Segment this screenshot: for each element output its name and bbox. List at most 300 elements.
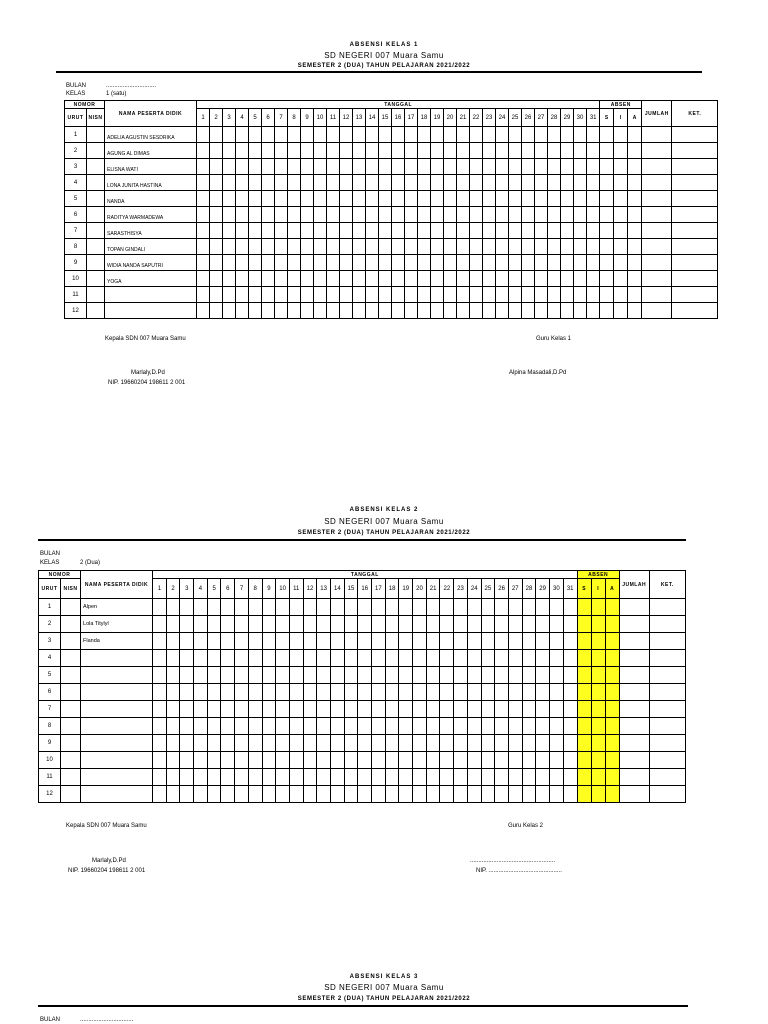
absen-cell (600, 223, 614, 239)
ket-cell (649, 650, 685, 667)
table-row (39, 599, 686, 616)
attendance-cell (262, 650, 276, 667)
attendance-cell (249, 223, 262, 239)
attendance-cell (536, 718, 550, 735)
attendance-cell (536, 701, 550, 718)
attendance-cell (301, 159, 314, 175)
attendance-cell (392, 303, 405, 319)
jumlah-cell (619, 616, 649, 633)
attendance-cell (358, 769, 372, 786)
row-number: 8 (65, 239, 87, 255)
attendance-cell (366, 287, 379, 303)
attendance-cell (153, 718, 167, 735)
attendance-cell (549, 599, 563, 616)
attendance-cell (289, 735, 303, 752)
attendance-cell (249, 175, 262, 191)
attendance-cell (426, 769, 440, 786)
ket-cell (672, 303, 718, 319)
header-tanggal: TANGGAL (197, 101, 600, 109)
attendance-cell (444, 223, 457, 239)
attendance-cell (330, 735, 344, 752)
attendance-cell (288, 159, 301, 175)
attendance-cell (405, 223, 418, 239)
attendance-cell (444, 287, 457, 303)
attendance-cell (317, 718, 331, 735)
attendance-cell (289, 633, 303, 650)
attendance-cell (330, 769, 344, 786)
attendance-cell (353, 207, 366, 223)
table-row (39, 701, 686, 718)
kelas1-bulan-value: .............................. (106, 83, 157, 89)
attendance-cell (236, 127, 249, 143)
attendance-cell (262, 735, 276, 752)
attendance-cell (467, 735, 481, 752)
absen-cell (605, 701, 619, 718)
kelas1-kelas-label: KELAS (66, 91, 86, 97)
attendance-cell (372, 616, 386, 633)
attendance-cell (399, 633, 413, 650)
attendance-cell (207, 599, 221, 616)
attendance-cell (262, 667, 276, 684)
row-number: 12 (39, 786, 61, 803)
attendance-cell (197, 287, 210, 303)
student-name (81, 667, 153, 684)
row-nisn (61, 735, 81, 752)
attendance-cell (197, 239, 210, 255)
header-day: 13 (317, 579, 331, 599)
header-day: 11 (327, 109, 340, 127)
attendance-cell (440, 616, 454, 633)
table-row (65, 207, 718, 223)
attendance-cell (288, 223, 301, 239)
kelas3-school: SD NEGERI 007 Muara Samu (324, 983, 444, 992)
attendance-cell (353, 143, 366, 159)
attendance-cell (262, 175, 275, 191)
attendance-cell (180, 633, 194, 650)
attendance-cell (522, 599, 536, 616)
header-day: 24 (496, 109, 509, 127)
table-row (39, 735, 686, 752)
attendance-cell (431, 207, 444, 223)
student-name (105, 303, 197, 319)
attendance-cell (248, 633, 262, 650)
attendance-cell (262, 143, 275, 159)
student-name (81, 786, 153, 803)
attendance-cell (536, 599, 550, 616)
attendance-cell (249, 143, 262, 159)
attendance-cell (344, 633, 358, 650)
header-ket: KET. (649, 571, 685, 599)
ket-cell (649, 616, 685, 633)
jumlah-cell (642, 127, 672, 143)
row-number: 7 (65, 223, 87, 239)
attendance-cell (221, 616, 235, 633)
header-day: 6 (262, 109, 275, 127)
attendance-cell (327, 271, 340, 287)
attendance-cell (276, 718, 290, 735)
attendance-cell (210, 175, 223, 191)
attendance-cell (587, 287, 600, 303)
attendance-cell (372, 633, 386, 650)
row-number: 6 (39, 684, 61, 701)
attendance-cell (454, 599, 468, 616)
row-number: 3 (39, 633, 61, 650)
attendance-cell (426, 684, 440, 701)
attendance-cell (275, 127, 288, 143)
attendance-cell (317, 667, 331, 684)
attendance-cell (495, 667, 509, 684)
attendance-cell (563, 684, 577, 701)
attendance-cell (549, 752, 563, 769)
attendance-cell (444, 159, 457, 175)
attendance-cell (405, 175, 418, 191)
attendance-cell (235, 650, 249, 667)
absen-cell (628, 271, 642, 287)
attendance-cell (548, 143, 561, 159)
attendance-cell (379, 127, 392, 143)
absen-cell (577, 718, 591, 735)
attendance-cell (248, 616, 262, 633)
attendance-cell (372, 769, 386, 786)
attendance-cell (276, 633, 290, 650)
jumlah-cell (642, 223, 672, 239)
attendance-cell (197, 223, 210, 239)
attendance-cell (353, 127, 366, 143)
header-absen-a: A (628, 109, 642, 127)
attendance-cell (221, 701, 235, 718)
attendance-cell (314, 239, 327, 255)
attendance-cell (495, 616, 509, 633)
attendance-cell (210, 287, 223, 303)
attendance-cell (366, 255, 379, 271)
attendance-cell (426, 718, 440, 735)
attendance-cell (317, 650, 331, 667)
row-nisn (87, 127, 105, 143)
absen-cell (628, 223, 642, 239)
attendance-cell (372, 701, 386, 718)
attendance-cell (303, 599, 317, 616)
attendance-cell (561, 191, 574, 207)
attendance-cell (223, 239, 236, 255)
table-row (65, 175, 718, 191)
attendance-cell (561, 175, 574, 191)
attendance-cell (249, 255, 262, 271)
header-absen-i: I (614, 109, 628, 127)
attendance-cell (249, 271, 262, 287)
attendance-cell (327, 159, 340, 175)
attendance-cell (194, 701, 208, 718)
row-number: 1 (39, 599, 61, 616)
attendance-cell (194, 718, 208, 735)
attendance-cell (197, 143, 210, 159)
attendance-cell (330, 616, 344, 633)
absen-cell (628, 175, 642, 191)
attendance-cell (535, 207, 548, 223)
attendance-cell (289, 684, 303, 701)
attendance-cell (236, 271, 249, 287)
attendance-cell (495, 752, 509, 769)
attendance-cell (358, 667, 372, 684)
attendance-cell (454, 667, 468, 684)
kelas2-rule (38, 539, 686, 541)
row-number: 2 (39, 616, 61, 633)
row-number: 9 (39, 735, 61, 752)
attendance-cell (508, 667, 522, 684)
attendance-cell (353, 303, 366, 319)
attendance-cell (379, 159, 392, 175)
header-absen-a: A (605, 579, 619, 599)
attendance-cell (248, 667, 262, 684)
attendance-cell (180, 786, 194, 803)
absen-cell (591, 633, 605, 650)
absen-cell (628, 303, 642, 319)
attendance-cell (509, 223, 522, 239)
kelas1-rule (56, 71, 702, 73)
attendance-cell (289, 752, 303, 769)
table-row (65, 159, 718, 175)
header-day: 3 (223, 109, 236, 127)
attendance-cell (340, 175, 353, 191)
header-day: 20 (413, 579, 427, 599)
ket-cell (672, 127, 718, 143)
attendance-cell (262, 159, 275, 175)
attendance-cell (413, 718, 427, 735)
attendance-cell (522, 223, 535, 239)
row-nisn (61, 752, 81, 769)
jumlah-cell (642, 143, 672, 159)
kelas2-sign-left-title: Kepala SDN 007 Muara Samu (66, 823, 147, 829)
header-nomor: NOMOR (65, 101, 105, 109)
attendance-cell (262, 239, 275, 255)
attendance-cell (236, 223, 249, 239)
attendance-cell (303, 718, 317, 735)
row-number: 4 (65, 175, 87, 191)
jumlah-cell (642, 175, 672, 191)
attendance-cell (444, 271, 457, 287)
attendance-cell (470, 207, 483, 223)
attendance-cell (314, 255, 327, 271)
header-absen-s: S (577, 579, 591, 599)
student-name: YOGA (105, 271, 197, 287)
attendance-cell (330, 718, 344, 735)
attendance-cell (249, 287, 262, 303)
student-name: NANDA (105, 191, 197, 207)
kelas2-bulan-label: BULAN (40, 551, 61, 557)
attendance-cell (426, 701, 440, 718)
header-day: 1 (197, 109, 210, 127)
attendance-cell (317, 701, 331, 718)
row-number: 7 (39, 701, 61, 718)
attendance-cell (587, 239, 600, 255)
attendance-cell (317, 786, 331, 803)
header-day: 22 (440, 579, 454, 599)
attendance-cell (262, 701, 276, 718)
attendance-cell (303, 667, 317, 684)
attendance-cell (327, 303, 340, 319)
attendance-cell (467, 684, 481, 701)
attendance-cell (262, 752, 276, 769)
attendance-cell (496, 175, 509, 191)
header-nama: NAMA PESERTA DIDIK (105, 101, 197, 127)
attendance-cell (457, 255, 470, 271)
attendance-cell (288, 175, 301, 191)
attendance-cell (262, 616, 276, 633)
attendance-cell (372, 786, 386, 803)
attendance-cell (457, 287, 470, 303)
attendance-cell (426, 786, 440, 803)
jumlah-cell (619, 769, 649, 786)
attendance-cell (522, 255, 535, 271)
attendance-cell (180, 701, 194, 718)
attendance-cell (358, 752, 372, 769)
attendance-cell (288, 127, 301, 143)
header-day: 22 (470, 109, 483, 127)
attendance-cell (467, 650, 481, 667)
attendance-cell (207, 735, 221, 752)
attendance-cell (379, 143, 392, 159)
attendance-cell (392, 175, 405, 191)
attendance-cell (392, 271, 405, 287)
absen-cell (600, 207, 614, 223)
kelas1-sign-left-name: Marlaly,D.Pd (131, 370, 165, 376)
attendance-cell (561, 303, 574, 319)
attendance-cell (418, 255, 431, 271)
attendance-cell (509, 207, 522, 223)
attendance-cell (385, 735, 399, 752)
attendance-cell (522, 752, 536, 769)
attendance-cell (399, 650, 413, 667)
attendance-cell (353, 239, 366, 255)
attendance-cell (522, 769, 536, 786)
attendance-cell (275, 159, 288, 175)
ket-cell (672, 271, 718, 287)
kelas2-sign-right-title: Guru Kelas 2 (508, 823, 544, 829)
attendance-cell (574, 143, 587, 159)
attendance-cell (314, 175, 327, 191)
attendance-cell (431, 271, 444, 287)
attendance-cell (481, 786, 495, 803)
attendance-cell (587, 255, 600, 271)
absen-cell (614, 271, 628, 287)
attendance-cell (327, 175, 340, 191)
attendance-cell (210, 207, 223, 223)
absen-cell (577, 752, 591, 769)
absen-cell (600, 287, 614, 303)
attendance-cell (344, 769, 358, 786)
attendance-cell (223, 159, 236, 175)
attendance-cell (457, 303, 470, 319)
attendance-cell (303, 616, 317, 633)
attendance-cell (207, 684, 221, 701)
attendance-cell (385, 752, 399, 769)
attendance-cell (358, 684, 372, 701)
attendance-cell (385, 718, 399, 735)
attendance-cell (440, 667, 454, 684)
attendance-cell (483, 223, 496, 239)
attendance-cell (353, 223, 366, 239)
jumlah-cell (619, 786, 649, 803)
header-day: 23 (483, 109, 496, 127)
attendance-cell (563, 667, 577, 684)
student-name (81, 735, 153, 752)
attendance-cell (563, 650, 577, 667)
header-day: 4 (236, 109, 249, 127)
attendance-cell (372, 718, 386, 735)
row-nisn (87, 287, 105, 303)
attendance-cell (221, 633, 235, 650)
attendance-cell (495, 650, 509, 667)
header-day: 4 (194, 579, 208, 599)
attendance-cell (392, 207, 405, 223)
jumlah-cell (619, 718, 649, 735)
attendance-cell (327, 143, 340, 159)
attendance-cell (340, 223, 353, 239)
attendance-cell (153, 786, 167, 803)
absen-cell (614, 191, 628, 207)
attendance-cell (249, 159, 262, 175)
attendance-cell (509, 239, 522, 255)
attendance-cell (289, 650, 303, 667)
attendance-cell (431, 239, 444, 255)
attendance-cell (207, 786, 221, 803)
absen-cell (628, 191, 642, 207)
attendance-cell (431, 175, 444, 191)
attendance-cell (153, 701, 167, 718)
absen-cell (600, 175, 614, 191)
attendance-cell (248, 650, 262, 667)
attendance-cell (166, 752, 180, 769)
attendance-cell (509, 175, 522, 191)
attendance-cell (330, 650, 344, 667)
attendance-cell (561, 159, 574, 175)
attendance-cell (508, 650, 522, 667)
attendance-cell (522, 207, 535, 223)
table-row (39, 633, 686, 650)
attendance-cell (483, 175, 496, 191)
absen-cell (600, 255, 614, 271)
header-ket: KET. (672, 101, 718, 127)
attendance-cell (210, 271, 223, 287)
row-number: 5 (39, 667, 61, 684)
attendance-cell (454, 786, 468, 803)
attendance-cell (483, 303, 496, 319)
attendance-cell (413, 735, 427, 752)
attendance-cell (379, 271, 392, 287)
attendance-cell (454, 752, 468, 769)
kelas2-kelas-label: KELAS (40, 560, 60, 566)
attendance-cell (379, 175, 392, 191)
attendance-cell (457, 175, 470, 191)
attendance-cell (399, 684, 413, 701)
attendance-cell (495, 769, 509, 786)
attendance-cell (262, 255, 275, 271)
attendance-cell (340, 191, 353, 207)
attendance-cell (495, 701, 509, 718)
attendance-cell (344, 718, 358, 735)
attendance-cell (536, 616, 550, 633)
header-day: 17 (405, 109, 418, 127)
attendance-cell (457, 207, 470, 223)
attendance-cell (340, 287, 353, 303)
absen-cell (605, 650, 619, 667)
attendance-cell (495, 633, 509, 650)
attendance-cell (535, 159, 548, 175)
attendance-cell (574, 303, 587, 319)
attendance-cell (275, 191, 288, 207)
attendance-cell (344, 616, 358, 633)
attendance-cell (405, 287, 418, 303)
attendance-cell (303, 633, 317, 650)
